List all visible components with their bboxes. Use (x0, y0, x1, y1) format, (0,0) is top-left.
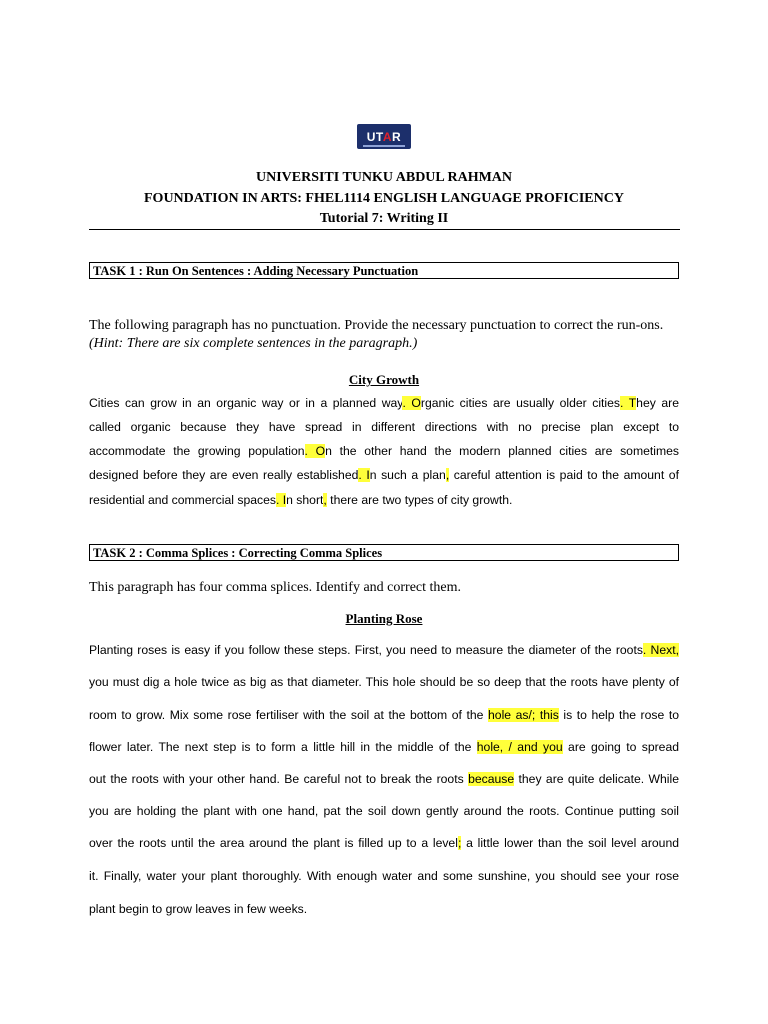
city-growth-line-2: called organic because they have spread in different directions with no precise plan except to (89, 420, 679, 434)
logo-text: UTAR (366, 129, 402, 144)
city-growth-title: City Growth (348, 372, 420, 387)
planting-rose-line-8: it. Finally, water your plant thoroughly. With enough water and some sunshine, you should see your rose (89, 869, 679, 883)
task2-instruction: This paragraph has four comma splices. Identify and correct them. (89, 580, 462, 595)
city-growth-line-4: designed before they are even really established. In such a plan, careful attention is paid to the amount of (89, 468, 679, 482)
task1-instruction (89, 317, 680, 353)
task1-heading: TASK 1 : Run On Sentences : Adding Necessary Punctuation (89, 262, 679, 279)
planting-rose-line-4: flower later. The next step is to form a little hill in the middle of the hole, / and you are going to spread (89, 740, 679, 754)
university-name: UNIVERSITI TUNKU ABDUL RAHMAN (255, 170, 513, 185)
task2-heading: TASK 2 : Comma Splices : Correcting Comma Splices (89, 544, 679, 561)
planting-rose-line-6: you are holding the plant with one hand, pat the soil down gently around the roots. Continue putting soil (89, 804, 679, 818)
header-rule (89, 229, 680, 230)
tutorial-title: Tutorial 7: Writing II (319, 211, 449, 226)
planting-rose-line-7: over the roots until the area around the plant is filled up to a level; a little lower than the soil level around (89, 836, 680, 850)
task1-hint: (Hint: There are six complete sentences in the paragraph.) (89, 336, 418, 351)
course-title: FOUNDATION IN ARTS: FHEL1114 ENGLISH LANGUAGE PROFICIENCY (144, 191, 624, 206)
planting-rose-line-2: you must dig a hole twice as big as that diameter. This hole should be so deep that the roots have plenty of (89, 675, 679, 689)
planting-rose-line-1: Planting roses is easy if you follow these steps. First, you need to measure the diameter of the roots. Next, (89, 643, 679, 657)
planting-rose-line-9: plant begin to grow leaves in few weeks. (89, 902, 308, 916)
city-growth-line-1: Cities can grow in an organic way or in a planned way. Organic cities are usually older cities. They are (89, 396, 679, 410)
city-growth-line-3: accommodate the growing population. On the other hand the modern planned cities are sometimes (89, 444, 679, 458)
planting-rose-title: Planting Rose (345, 611, 423, 626)
planting-rose-line-5: out the roots with your other hand. Be careful not to break the roots because they are quite delicate. While (89, 772, 679, 786)
city-growth-line-5: residential and commercial spaces. In short, there are two types of city growth. (89, 493, 513, 507)
logo-underline (363, 145, 405, 147)
utar-logo (357, 124, 411, 149)
planting-rose-line-3: room to grow. Mix some rose fertiliser with the soil at the bottom of the hole as/; this is to help the rose to (89, 708, 679, 722)
task1-instruction-text: The following paragraph has no punctuation. Provide the necessary punctuation to correct the run-ons. (89, 318, 664, 333)
